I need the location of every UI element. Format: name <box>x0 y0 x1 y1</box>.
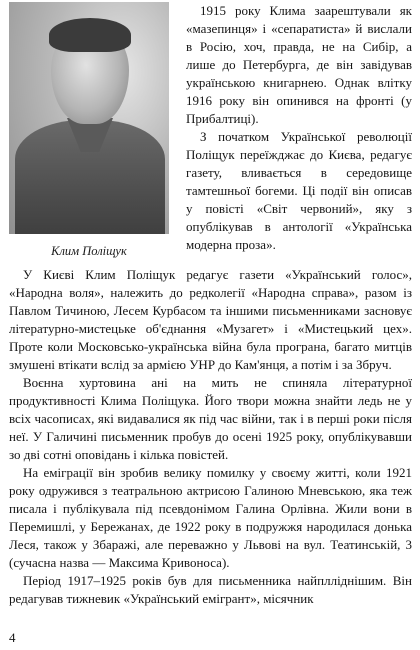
page-number: 4 <box>9 630 16 645</box>
side-column-text <box>186 2 412 254</box>
paragraph: У Києві Клим Поліщук редагує газети «Український голос», «Народна воля», належить до редколегії «Народна справа», разом із Павлом Тичиною, Лесем Курбасом та іншими письменниками засновує літературно-мистецьке об'єднання «Музагет» і «Мистецький цех». Проте коли Московсько-українська війна була програна, багато митців змушені втікати вслід за армією УНР до Кам'янця, а потім і за Збруч. <box>9 267 412 372</box>
paragraph: Період 1917–1925 років був для письменника найплліднішим. Він редагував тижневик «Український емігрант», місячник <box>9 573 412 606</box>
photo-caption: Клим Поліщук <box>51 244 127 258</box>
paragraph: На еміграції він зробив велику помилку у своєму житті, коли 1921 року одружився з театральною актрисою Галиною Мневською, яка теж писала і публікувала під псевдонімом Галина Орлівна. Жили вони в Перемишлі, у Бережанах, де 1922 року в подружжя народилася донька Леся, також у Збаражі, але переважно у Львові на вул. Театинській, 3 (сучасна назва — Максима Кривоноса). <box>9 465 412 570</box>
paragraph: Воєнна хуртовина ані на мить не спиняла літературної продуктивності Клима Поліщука. Його твори можна знайти ледь не у всіх часописах, які видавалися як під час війни, так і в перші роки після неї. У Галичині письменник пробув до осені 1925 року, опублікувавши зо дві сотні оповідань і кілька повістей. <box>9 375 412 462</box>
paragraph: 1915 року Клима заарештували як «мазепинця» і «сепаратиста» й вислали в Росію, хоч, правда, не на Сибір, а лише до Петербурга, де він завідував українською книгарнею. Однак влітку 1916 року він опинився на фронті (у Прибалтиці). <box>186 3 412 126</box>
main-body-text <box>9 266 412 608</box>
paragraph: З початком Української революції Поліщук переїжджає до Києва, редагує газету, вливається в середовище тамтешньої богеми. Ці події він описав у повісті «Світ червоний», яку з опублікував в антології «Українська модерна проза». <box>186 129 412 252</box>
portrait-photo <box>9 2 169 234</box>
photo-figure-hair <box>49 18 131 52</box>
